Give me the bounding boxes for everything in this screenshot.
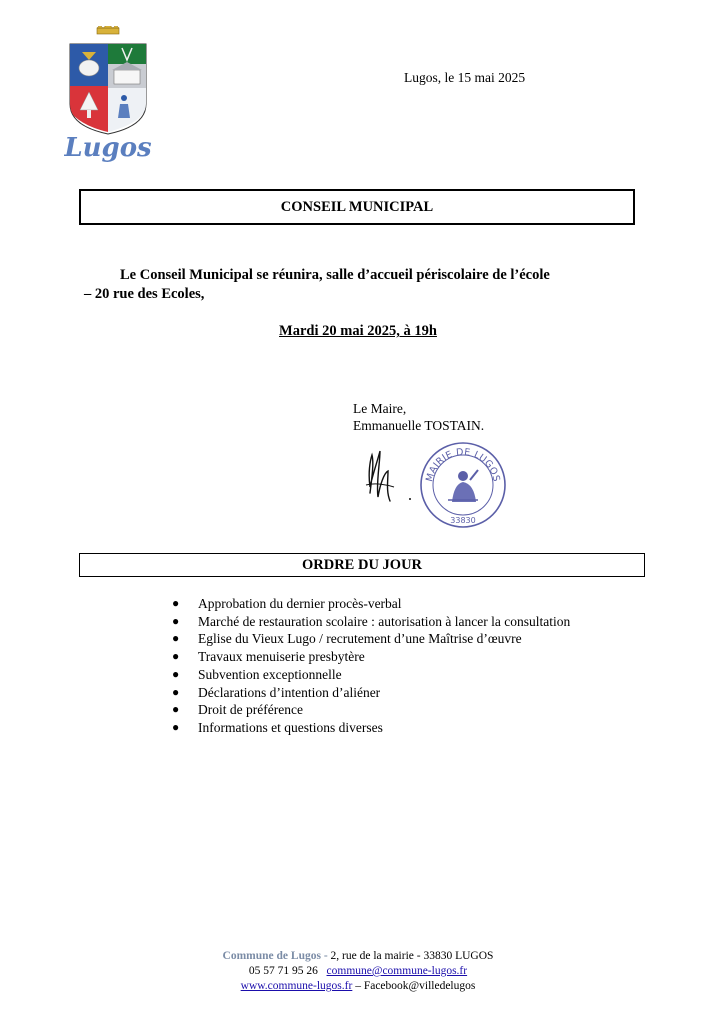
agenda-item: ● Eglise du Vieux Lugo / recrutement d’une Maîtrise d’œuvre bbox=[172, 631, 522, 647]
footer-address-line bbox=[0, 949, 716, 964]
agenda-item: ● Droit de préférence bbox=[172, 702, 303, 718]
signatory-role: Le Maire, bbox=[353, 401, 407, 416]
footer-separator: - bbox=[320, 950, 331, 962]
bullet-icon: ● bbox=[172, 702, 180, 717]
document-title: CONSEIL MUNICIPAL bbox=[79, 189, 635, 225]
agenda-item: ● Informations et questions diverses bbox=[172, 719, 383, 735]
footer-contact-line bbox=[0, 964, 716, 979]
signatory-name: Emmanuelle TOSTAIN. bbox=[353, 418, 485, 433]
agenda-title: ORDRE DU JOUR bbox=[79, 553, 645, 577]
agenda-item: ● Subvention exceptionnelle bbox=[172, 666, 342, 682]
footer-website-link[interactable]: www.commune-lugos.fr bbox=[240, 980, 353, 992]
handwritten-signature bbox=[358, 447, 418, 509]
agenda-item: ● Approbation du dernier procès-verbal bbox=[172, 596, 402, 611]
meeting-date: Mardi 20 mai 2025, à 19h bbox=[279, 323, 437, 339]
footer-commune-name: Commune de Lugos bbox=[222, 950, 321, 962]
footer-phone: 05 57 71 95 26 bbox=[248, 965, 318, 977]
agenda-item: ● Travaux menuiserie presbytère bbox=[172, 649, 365, 665]
bullet-icon: ● bbox=[172, 649, 180, 664]
footer-facebook: – Facebook@villedelugos bbox=[352, 980, 476, 992]
bullet-icon: ● bbox=[172, 613, 180, 628]
bullet-icon: ● bbox=[172, 684, 180, 699]
bullet-icon: ● bbox=[172, 596, 180, 610]
stamp-text-top: MAIRIE DE LUGOS bbox=[424, 446, 502, 483]
coat-of-arms-logo bbox=[64, 26, 152, 164]
agenda-item: ● Marché de restauration scolaire : autorisation à lancer la consultation bbox=[172, 613, 571, 629]
date-line: Lugos, le 15 mai 2025 bbox=[404, 70, 526, 85]
logo-wordmark: Lugos bbox=[64, 133, 152, 163]
agenda-list bbox=[172, 595, 592, 737]
bullet-icon: ● bbox=[172, 631, 180, 646]
footer bbox=[0, 949, 716, 994]
footer-web-line bbox=[0, 979, 716, 994]
signature-icon bbox=[358, 447, 418, 509]
coat-of-arms-icon bbox=[64, 26, 152, 164]
agenda-item: ● Déclarations d’intention d’aliéner bbox=[172, 684, 381, 700]
intro-text-line-2: – 20 rue des Ecoles, bbox=[84, 286, 205, 302]
footer-address: 2, rue de la mairie - 33830 LUGOS bbox=[330, 950, 494, 962]
stamp-text-bottom: 33830 bbox=[450, 516, 476, 525]
bullet-icon: ● bbox=[172, 666, 180, 681]
footer-email-link[interactable]: commune@commune-lugos.fr bbox=[326, 965, 468, 977]
town-hall-stamp bbox=[418, 440, 508, 530]
intro-text-line-1: Le Conseil Municipal se réunira, salle d’accueil périscolaire de l’école bbox=[120, 267, 550, 283]
stamp-icon bbox=[418, 440, 508, 530]
bullet-icon: ● bbox=[172, 719, 180, 734]
